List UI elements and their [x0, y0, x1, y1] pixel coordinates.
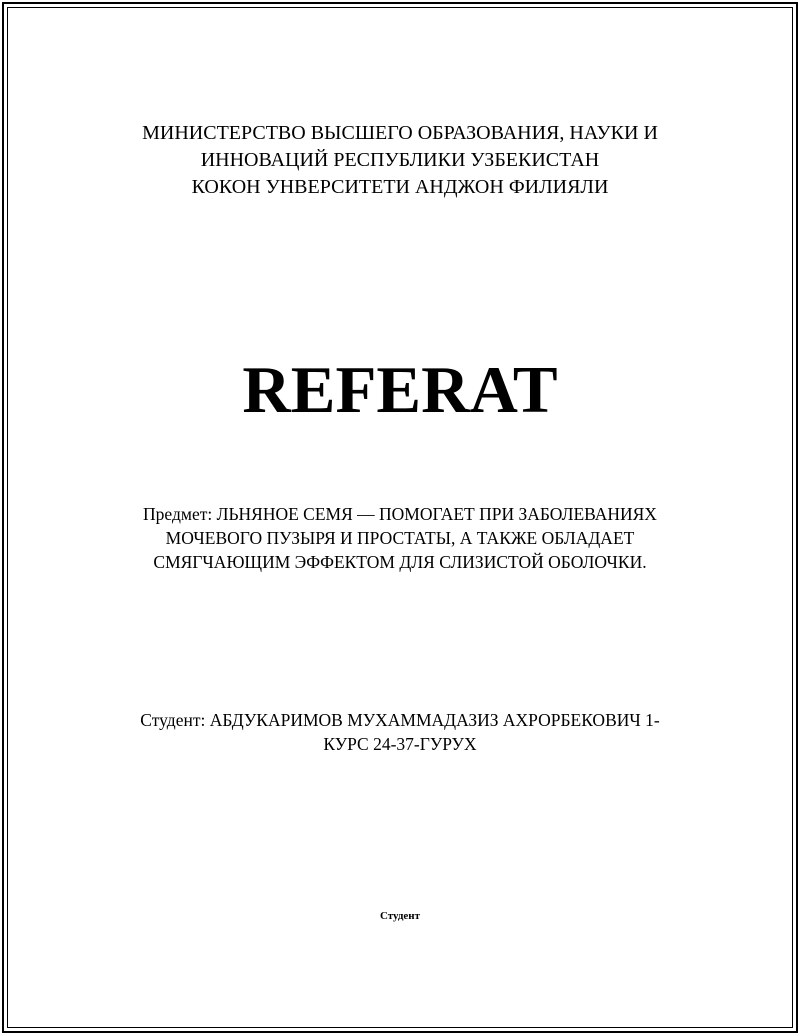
- student-line-1: Студент: АБДУКАРИМОВ МУХАММАДАЗИЗ АХРОРБЕКОВИЧ 1-: [140, 710, 660, 730]
- subject-block: [110, 502, 690, 574]
- ministry-header-line-1: МИНИСТЕРСТВО ВЫСШЕГО ОБРАЗОВАНИЯ, НАУКИ И: [142, 122, 658, 144]
- ministry-header: [100, 120, 700, 201]
- document-title: REFERAT: [242, 353, 558, 427]
- subject-line-2: МОЧЕВОГО ПУЗЫРЯ И ПРОСТАТЫ, А ТАКЖЕ ОБЛАДАЕТ: [165, 528, 635, 548]
- student-line-2: КУРС 24-37-ГУРУХ: [323, 734, 477, 754]
- subject-line-1: Предмет: ЛЬНЯНОЕ СЕМЯ — ПОМОГАЕТ ПРИ ЗАБОЛЕВАНИЯХ: [143, 504, 657, 524]
- ministry-header-line-2: ИННОВАЦИЙ РЕСПУБЛИКИ УЗБЕКИСТАН: [200, 149, 600, 171]
- student-block: [110, 708, 690, 756]
- ministry-header-line-3: КОКОН УНВЕРСИТЕТИ АНДЖОН ФИЛИЯЛИ: [191, 176, 609, 198]
- footer-student-label: Студент: [379, 910, 421, 922]
- subject-line-3: СМЯГЧАЮЩИМ ЭФФЕКТОМ ДЛЯ СЛИЗИСТОЙ ОБОЛОЧКИ.: [153, 552, 647, 572]
